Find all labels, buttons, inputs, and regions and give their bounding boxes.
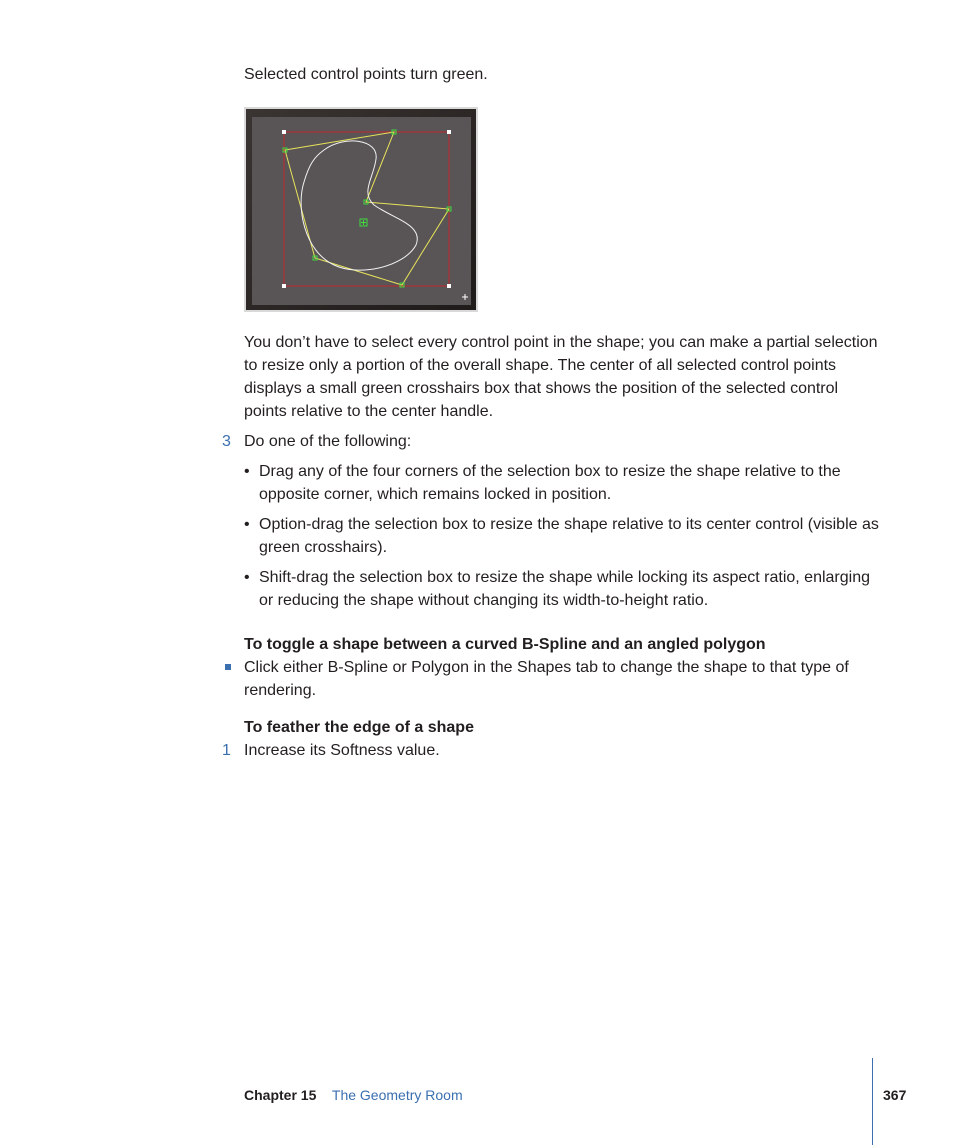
- bullet-item: [244, 460, 884, 506]
- bullet-item: [244, 513, 884, 559]
- page-number: 367: [883, 1087, 907, 1103]
- bounding-handle-top-left[interactable]: [282, 130, 286, 134]
- step-1-text: Increase its Softness value.: [244, 742, 440, 759]
- step-3-text: Do one of the following:: [244, 433, 412, 450]
- chapter-title: The Geometry Room: [331, 1087, 463, 1103]
- footer-chapter: [244, 1086, 463, 1104]
- bullet-icon: •: [244, 463, 250, 480]
- task-heading-toggle: To toggle a shape between a curved B-Spline and an angled polygon: [244, 636, 766, 653]
- bullet-text: Option-drag the selection box to resize the shape relative to its center control (visible as green crosshairs).: [259, 516, 879, 556]
- shape-selection-screenshot: [244, 107, 478, 312]
- bullet-text: Drag any of the four corners of the selection box to resize the shape relative to the opposite corner, which remains locked in position.: [259, 463, 841, 503]
- canvas-area: [252, 117, 471, 305]
- bounding-handle-bottom-right[interactable]: [447, 284, 451, 288]
- bounding-handle-bottom-left[interactable]: [282, 284, 286, 288]
- step-number-3: 3: [222, 433, 231, 450]
- task-heading-feather: To feather the edge of a shape: [244, 719, 474, 736]
- square-bullet-icon: [225, 664, 231, 670]
- step-number-1: 1: [222, 742, 231, 759]
- footer-divider: [872, 1058, 873, 1145]
- bullet-text: Shift-drag the selection box to resize the shape while locking its aspect ratio, enlarging or reducing the shape without changing its width-to-height ratio.: [259, 569, 871, 609]
- task-toggle-text: Click either B-Spline or Polygon in the Shapes tab to change the shape to that type of rendering.: [244, 659, 849, 699]
- intro-text: Selected control points turn green.: [244, 66, 488, 83]
- chapter-label: Chapter 15: [244, 1087, 317, 1103]
- bullet-icon: •: [244, 569, 250, 586]
- explanation-paragraph: You don’t have to select every control point in the shape; you can make a partial selection to resize only a portion of the overall shape. The center of all selected control points displays a small green crosshairs box that shows the position of the selected control points relative to the center handle.: [244, 334, 878, 420]
- bullet-icon: •: [244, 516, 250, 533]
- bounding-handle-top-right[interactable]: [447, 130, 451, 134]
- bullet-item: [244, 566, 884, 612]
